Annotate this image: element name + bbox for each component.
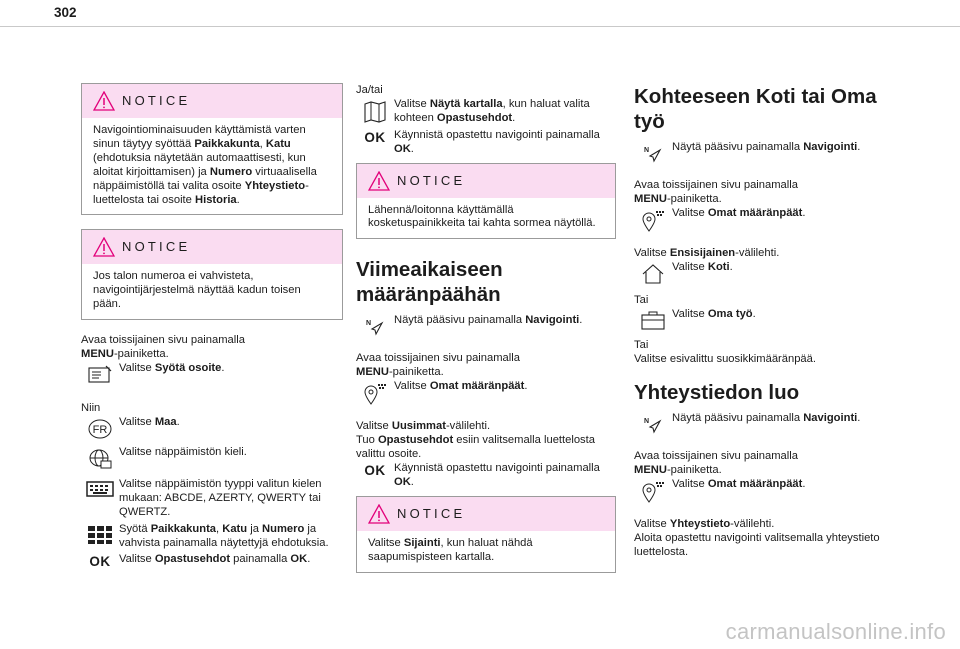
recent-tab-instruction: Valitse Uusimmat-välilehti. — [356, 420, 491, 433]
warning-icon — [368, 171, 390, 191]
keyboard-language-icon — [87, 448, 113, 470]
warning-icon — [93, 237, 115, 257]
step-work: Valitse Oma työ. — [634, 308, 896, 330]
notice-box-4 — [356, 496, 616, 573]
step-my-destinations: Valitse Omat määränpäät. — [356, 380, 616, 406]
menu-instruction: Avaa toissijainen sivu painamalla MENU-painiketta. — [81, 334, 245, 361]
section-heading-contact: Yhteystiedon luo — [634, 381, 800, 405]
preset-instruction: Valitse esivalittu suosikkimääränpää. — [634, 352, 816, 365]
home-icon — [641, 263, 665, 285]
step-language: Valitse näppäimistön kieli. — [81, 446, 343, 470]
destinations-icon — [362, 382, 388, 406]
destinations-icon — [640, 209, 666, 233]
menu-instruction: Avaa toissijainen sivu painamalla MENU-painiketta. — [634, 450, 798, 477]
preferred-tab-instruction: Valitse Ensisijainen-välilehti. — [634, 246, 780, 259]
warning-icon — [93, 91, 115, 111]
svg-text:N: N — [644, 147, 650, 154]
contact-start-instruction: Aloita opastettu navigointi valitsemalla yhteystieto luettelosta. — [634, 532, 880, 559]
step-my-destinations-2: Valitse Omat määränpäät. — [634, 478, 896, 504]
step-nav: N Näytä pääsivu painamalla Navigointi. — [634, 141, 896, 165]
notice-header — [357, 164, 615, 198]
warning-icon — [368, 504, 390, 524]
step-start-guidance: OK Käynnistä opastettu navigointi painamalla OK. — [364, 128, 600, 155]
notice-box-2 — [81, 229, 343, 320]
notice-header — [82, 230, 342, 264]
step-guidance: OK Valitse Opastusehdot painamalla OK. — [89, 553, 311, 570]
watermark: carmanualsonline.info — [725, 619, 946, 644]
step-enter-fields: Syötä Paikkakunta, Katu ja Numero ja vahvista painamalla näytettyjä ehdotuksia. — [81, 523, 343, 551]
navigation-icon — [642, 143, 664, 165]
navigation-icon — [642, 414, 664, 436]
notice-title: NOTICE — [122, 93, 191, 108]
notice-title: NOTICE — [397, 505, 466, 521]
notice-body: Jos talon numeroa ei vahvisteta, navigointijärjestelmä näyttää kadun toisen pään. — [93, 270, 301, 311]
header-divider — [0, 26, 960, 27]
step-keyboard-type: Valitse näppäimistön tyyppi valitun kielen mukaan: ABCDE, AZERTY, QWERTY tai QWERTZ. — [81, 478, 343, 520]
notice-header — [82, 84, 342, 118]
ok-icon: OK — [364, 462, 386, 478]
destinations-icon — [640, 480, 666, 504]
svg-text:N: N — [644, 418, 650, 426]
step-nav-2: N Näytä pääsivu painamalla Navigointi. — [634, 412, 896, 436]
column-3 — [634, 84, 896, 560]
step-show-map: Valitse Näytä kartalla, kun haluat valita kohteen Opastusehdot. — [356, 98, 616, 126]
menu-instruction: Avaa toissijainen sivu painamalla MENU-painiketta. — [634, 179, 798, 205]
keyboard-icon — [86, 480, 114, 498]
notice-box-3 — [356, 163, 616, 240]
section-heading-home-work: Kohteeseen Koti tai Oma työ — [634, 85, 877, 133]
step-start-guidance-2: OK Käynnistä opastettu navigointi painamalla OK. — [364, 461, 600, 488]
page-number: 302 — [54, 5, 77, 20]
notice-title: NOTICE — [397, 172, 466, 188]
map-icon — [363, 100, 387, 124]
step-country: FR Valitse Maa. — [81, 416, 343, 440]
column-1 — [81, 83, 343, 572]
step-nav: N Näytä pääsivu painamalla Navigointi. — [356, 314, 616, 338]
or-label: Tai — [634, 293, 649, 306]
briefcase-icon — [640, 310, 666, 330]
notice-header — [357, 497, 615, 531]
ok-icon: OK — [89, 554, 111, 570]
then-label: Niin — [81, 401, 101, 414]
notice-body: Valitse Sijainti, kun haluat nähdä saapumispisteen kartalla. — [368, 536, 533, 563]
fr-label: FR — [92, 423, 108, 436]
navigation-icon — [364, 316, 386, 338]
country-fr-icon — [87, 418, 113, 440]
notice-title: NOTICE — [122, 239, 191, 255]
or-label: Tai — [634, 338, 649, 351]
ok-icon: OK — [364, 129, 386, 145]
section-heading-recent: Viimeaikaiseen määränpäähän — [356, 258, 503, 307]
step-enter-address: Valitse Syötä osoite. — [81, 362, 343, 388]
grid-list-icon — [87, 525, 113, 545]
menu-instruction: Avaa toissijainen sivu painamalla MENU-painiketta. — [356, 352, 520, 379]
notice-body: Lähennä/loitonna käyttämällä kosketuspainikkeita tai kahta sormea näytöllä. — [368, 203, 596, 230]
step-home: Valitse Koti. — [634, 261, 896, 285]
notice-body: Navigointiominaisuuden käyttämistä varten sinun täytyy syöttää Paikkakunta, Katu (ehdotuksia näytetään automaattisesti, kun aloitat kirjoittamisen) ja Numero virtuaalisella näppäimistöllä tai valita osoite Yhteystieto-luettelosta tai osoite Historia. — [93, 124, 317, 206]
address-entry-icon — [87, 364, 113, 388]
svg-text:N: N — [366, 320, 372, 328]
recent-choose-instruction: Tuo Opastusehdot esiin valitsemalla luettelosta valittu osoite. — [356, 434, 595, 460]
contact-tab-instruction: Valitse Yhteystieto-välilehti. — [634, 518, 775, 531]
column-2 — [356, 84, 616, 587]
and-or-label: Ja/tai — [356, 84, 383, 96]
notice-box-1 — [81, 83, 343, 215]
step-my-destinations: Valitse Omat määränpäät. — [634, 207, 896, 233]
